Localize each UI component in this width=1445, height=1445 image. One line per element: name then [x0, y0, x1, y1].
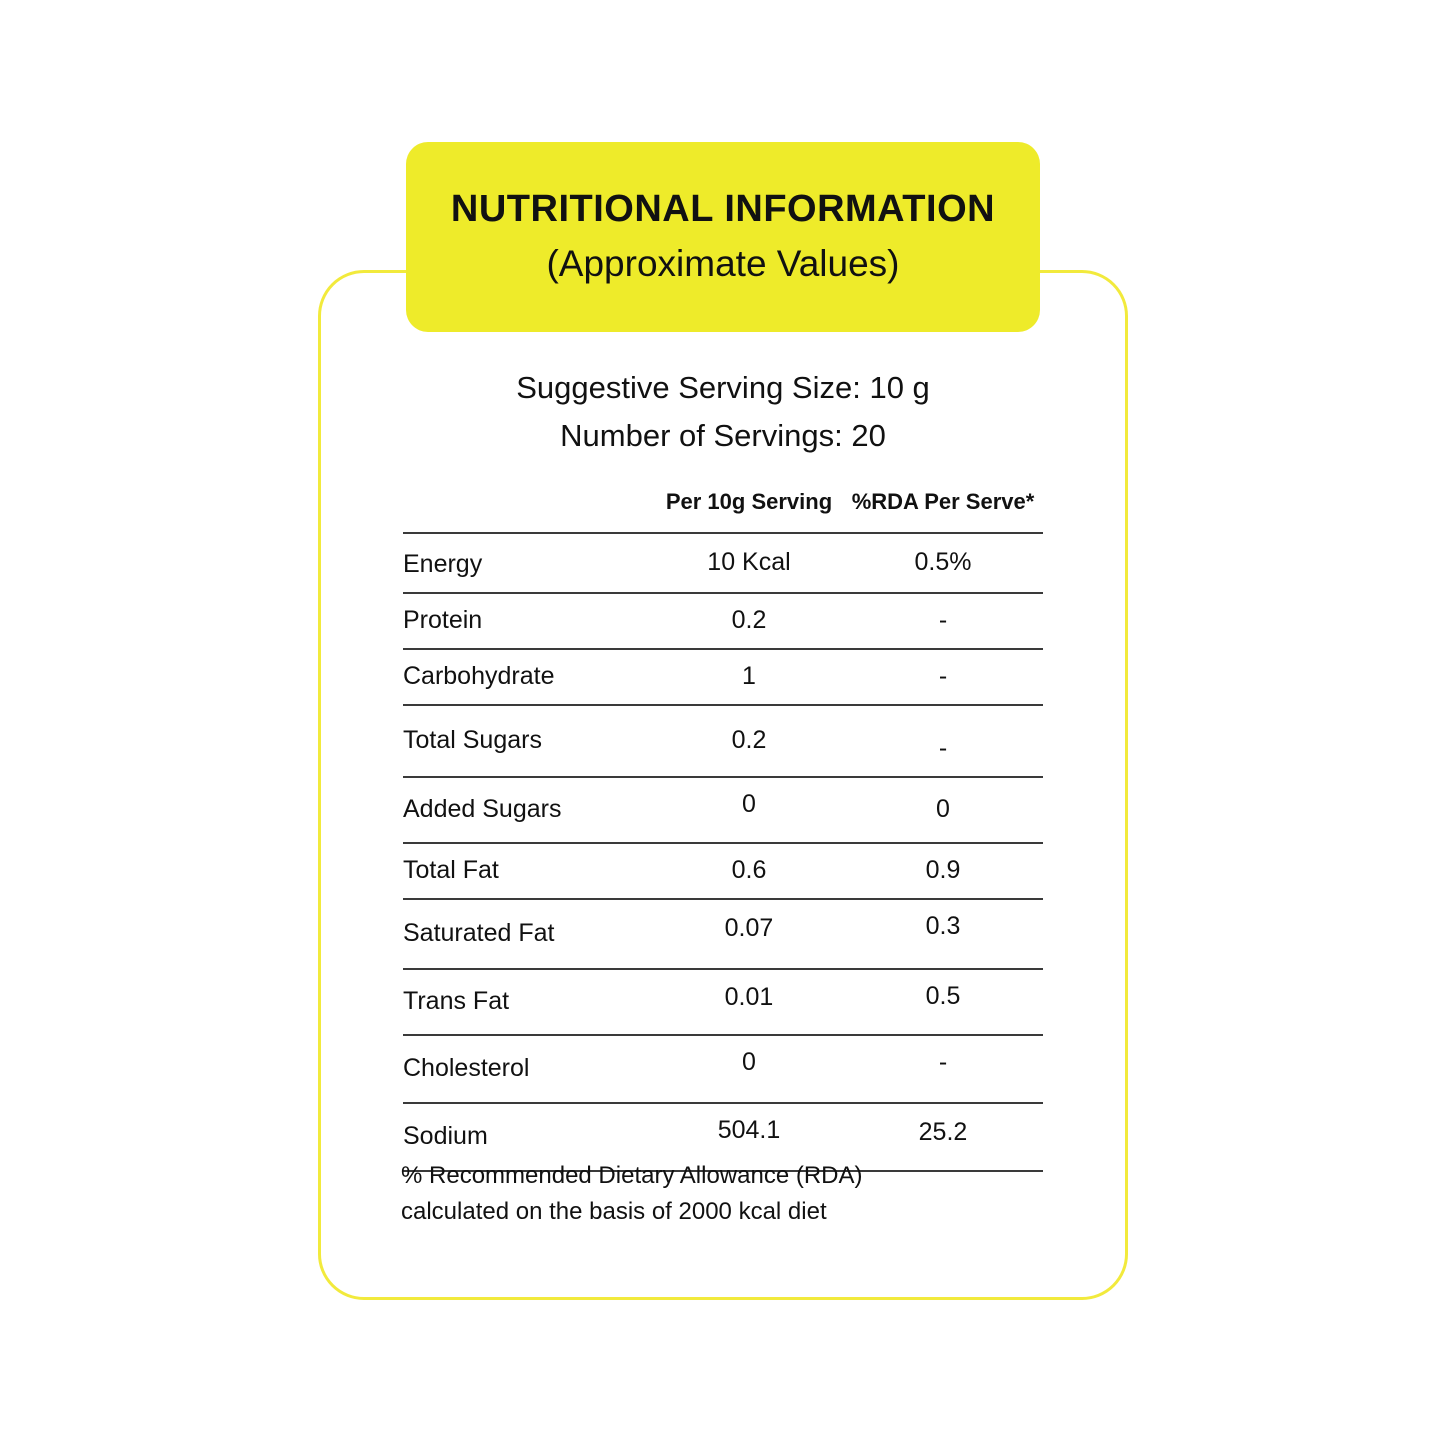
nutrient-rda: 25.2: [843, 1103, 1043, 1171]
table-row: [403, 969, 1043, 1035]
table-row: [403, 899, 1043, 969]
nutrient-name: Total Fat: [403, 843, 655, 899]
table-header: [403, 488, 1043, 533]
footnote: [401, 1158, 1021, 1230]
nutrient-name: Protein: [403, 593, 655, 649]
nutrient-per-serving: 10 Kcal: [655, 533, 843, 593]
nutrient-per-serving: 0.2: [655, 593, 843, 649]
nutrient-per-serving: 0.07: [655, 899, 843, 969]
nutrient-rda: 0.5: [843, 969, 1043, 1035]
nutrient-per-serving: 0.2: [655, 705, 843, 777]
nutrient-name: Energy: [403, 533, 655, 593]
table-row: [403, 593, 1043, 649]
page-title: NUTRITIONAL INFORMATION: [450, 188, 996, 231]
nutrient-rda: -: [843, 593, 1043, 649]
nutrient-name: Total Sugars: [403, 705, 655, 777]
nutrient-name: Added Sugars: [403, 777, 655, 843]
nutrient-per-serving: 0.01: [655, 969, 843, 1035]
table-row: [403, 843, 1043, 899]
nutrient-per-serving: 0.6: [655, 843, 843, 899]
nutrition-table-wrapper: [403, 488, 1043, 1172]
table-row: [403, 777, 1043, 843]
column-header-nutrient: [403, 488, 655, 533]
nutrient-per-serving: 1: [655, 649, 843, 705]
table-row: [403, 705, 1043, 777]
nutrient-name: Cholesterol: [403, 1035, 655, 1103]
nutrient-name: Sodium: [403, 1103, 655, 1171]
table-row: [403, 1035, 1043, 1103]
nutrient-rda: -: [843, 705, 1043, 777]
serving-info: [318, 364, 1128, 460]
nutrient-name: Carbohydrate: [403, 649, 655, 705]
table-row: [403, 649, 1043, 705]
nutrient-rda: 0.9: [843, 843, 1043, 899]
nutrient-per-serving: 504.1: [655, 1103, 843, 1171]
servings-count-line: Number of Servings: 20: [560, 418, 886, 454]
nutrient-per-serving: 0: [655, 1035, 843, 1103]
nutrient-per-serving: 0: [655, 777, 843, 843]
table-body: [403, 533, 1043, 1171]
footnote-line-1: % Recommended Dietary Allowance (RDA): [401, 1162, 863, 1189]
nutrition-table: [403, 488, 1043, 1172]
table-row: [403, 533, 1043, 593]
column-header-per-serving: Per 10g Serving: [665, 489, 833, 514]
title-badge: [406, 142, 1040, 332]
nutrient-rda: -: [843, 1035, 1043, 1103]
nutrient-rda: 0: [843, 777, 1043, 843]
nutrient-name: Saturated Fat: [403, 899, 655, 969]
page-subtitle: (Approximate Values): [546, 242, 900, 284]
table-header-row: [403, 488, 1043, 533]
footnote-line-2: calculated on the basis of 2000 kcal diet: [401, 1198, 827, 1225]
nutrient-rda: 0.5%: [843, 533, 1043, 593]
serving-size-line: Suggestive Serving Size: 10 g: [516, 370, 930, 405]
nutrient-name: Trans Fat: [403, 969, 655, 1035]
nutrient-rda: -: [843, 649, 1043, 705]
column-header-rda: %RDA Per Serve*: [851, 489, 1035, 514]
nutrient-rda: 0.3: [843, 899, 1043, 969]
